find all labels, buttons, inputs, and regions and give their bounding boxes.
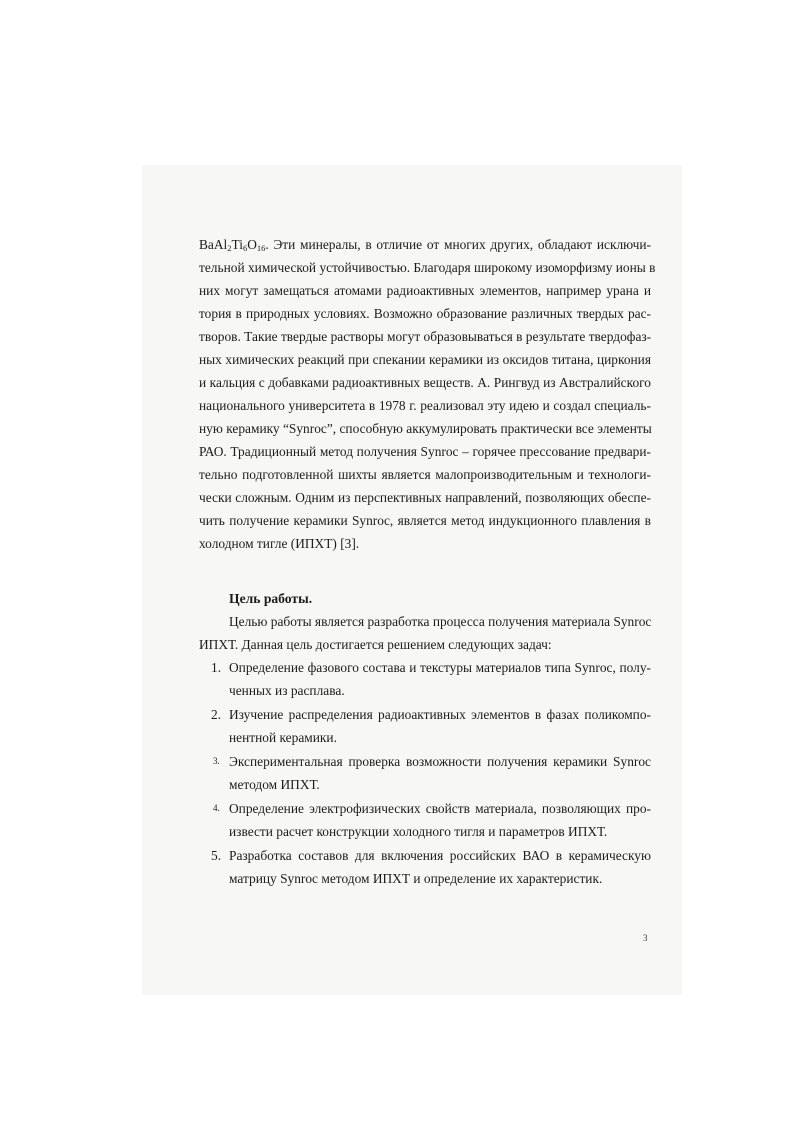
task-item — [199, 797, 651, 843]
line-text: . Эти минералы, в отличие от многих других, обладают исключи- — [265, 237, 651, 252]
paragraph-line — [199, 233, 651, 256]
formula-sub-o: 16 — [256, 243, 266, 253]
intro-paragraph — [199, 233, 656, 555]
task-item — [199, 656, 651, 702]
paragraph-line: чески сложным. Одним из перспективных направлений, позволяющих обеспе- — [199, 490, 651, 505]
task-number: 2. — [211, 707, 222, 722]
goal-line: ИПХТ. Данная цель достигается решением следующих задач: — [199, 637, 552, 652]
paragraph-line: тория в природных условиях. Возможно образование различных твердых рас- — [199, 306, 651, 321]
formula-sub-al: 2 — [227, 243, 232, 253]
task-list — [199, 656, 651, 891]
task-number: 1. — [211, 660, 222, 675]
goal-line: Целью работы является разработка процесса получения материала Synroc — [229, 614, 652, 629]
task-line: Определение электрофизических свойств материала, позволяющих про- — [229, 801, 651, 816]
formula-o: O — [247, 237, 257, 252]
paragraph-line: чить получение керамики Synroc, является метод индукционного плавления в — [199, 513, 651, 528]
task-line: матрицу Synroc методом ИПХТ и определение их характеристик. — [229, 871, 603, 886]
task-line: методом ИПХТ. — [229, 777, 320, 792]
page-number: 3 — [643, 933, 648, 943]
task-item — [199, 750, 651, 796]
task-line: Определение фазового состава и текстуры материалов типа Synroc, полу- — [229, 660, 651, 675]
task-line: Экспериментальная проверка возможности получения керамики Synroc — [229, 754, 651, 769]
task-line: нентной керамики. — [229, 730, 337, 745]
paragraph-line: творов. Такие твердые растворы могут образовываться в результате твердофаз- — [199, 329, 652, 344]
formula-ba-al: BaAl — [199, 237, 228, 252]
task-line: извести расчет конструкции холодного тигля и параметров ИПХТ. — [229, 824, 608, 839]
section-heading: Цель работы. — [229, 591, 313, 606]
task-number: 3. — [213, 756, 220, 766]
task-line: ченных из расплава. — [229, 683, 345, 698]
task-item — [199, 703, 651, 749]
task-line: Изучение распределения радиоактивных элементов в фазах поликомпо- — [229, 707, 651, 722]
formula-sub-ti: 6 — [242, 243, 248, 253]
task-number: 5. — [211, 848, 222, 863]
task-number: 4. — [213, 803, 220, 813]
goal-paragraph — [199, 610, 651, 656]
task-item — [199, 844, 651, 890]
paragraph-line: национального университета в 1978 г. реализовал эту идею и создал специаль- — [199, 398, 651, 413]
task-line: Разработка составов для включения российских ВАО в керамическую — [229, 848, 651, 863]
paragraph-line: ных химических реакций при спекании керамики из оксидов титана, циркония — [199, 352, 651, 367]
formula-ti: Ti — [231, 237, 243, 252]
paragraph-line: и кальция с добавками радиоактивных веществ. А. Рингвуд из Австралийского — [199, 375, 651, 390]
paragraph-line: холодном тигле (ИПХТ) [3]. — [199, 536, 360, 551]
paragraph-line: них могут замещаться атомами радиоактивных элементов, например урана и — [199, 283, 651, 298]
paragraph-line: тельно подготовленной шихты является малопроизводительным и технологи- — [199, 467, 651, 482]
paragraph-line: РАО. Традиционный метод получения Synroc – горячее прессование предвари- — [199, 444, 651, 459]
paragraph-line: тельной химической устойчивостью. Благодаря широкому изоморфизму ионы в — [199, 260, 656, 275]
paragraph-line: ную керамику “Synroc”, способную аккумулировать практически все элементы — [199, 421, 652, 436]
